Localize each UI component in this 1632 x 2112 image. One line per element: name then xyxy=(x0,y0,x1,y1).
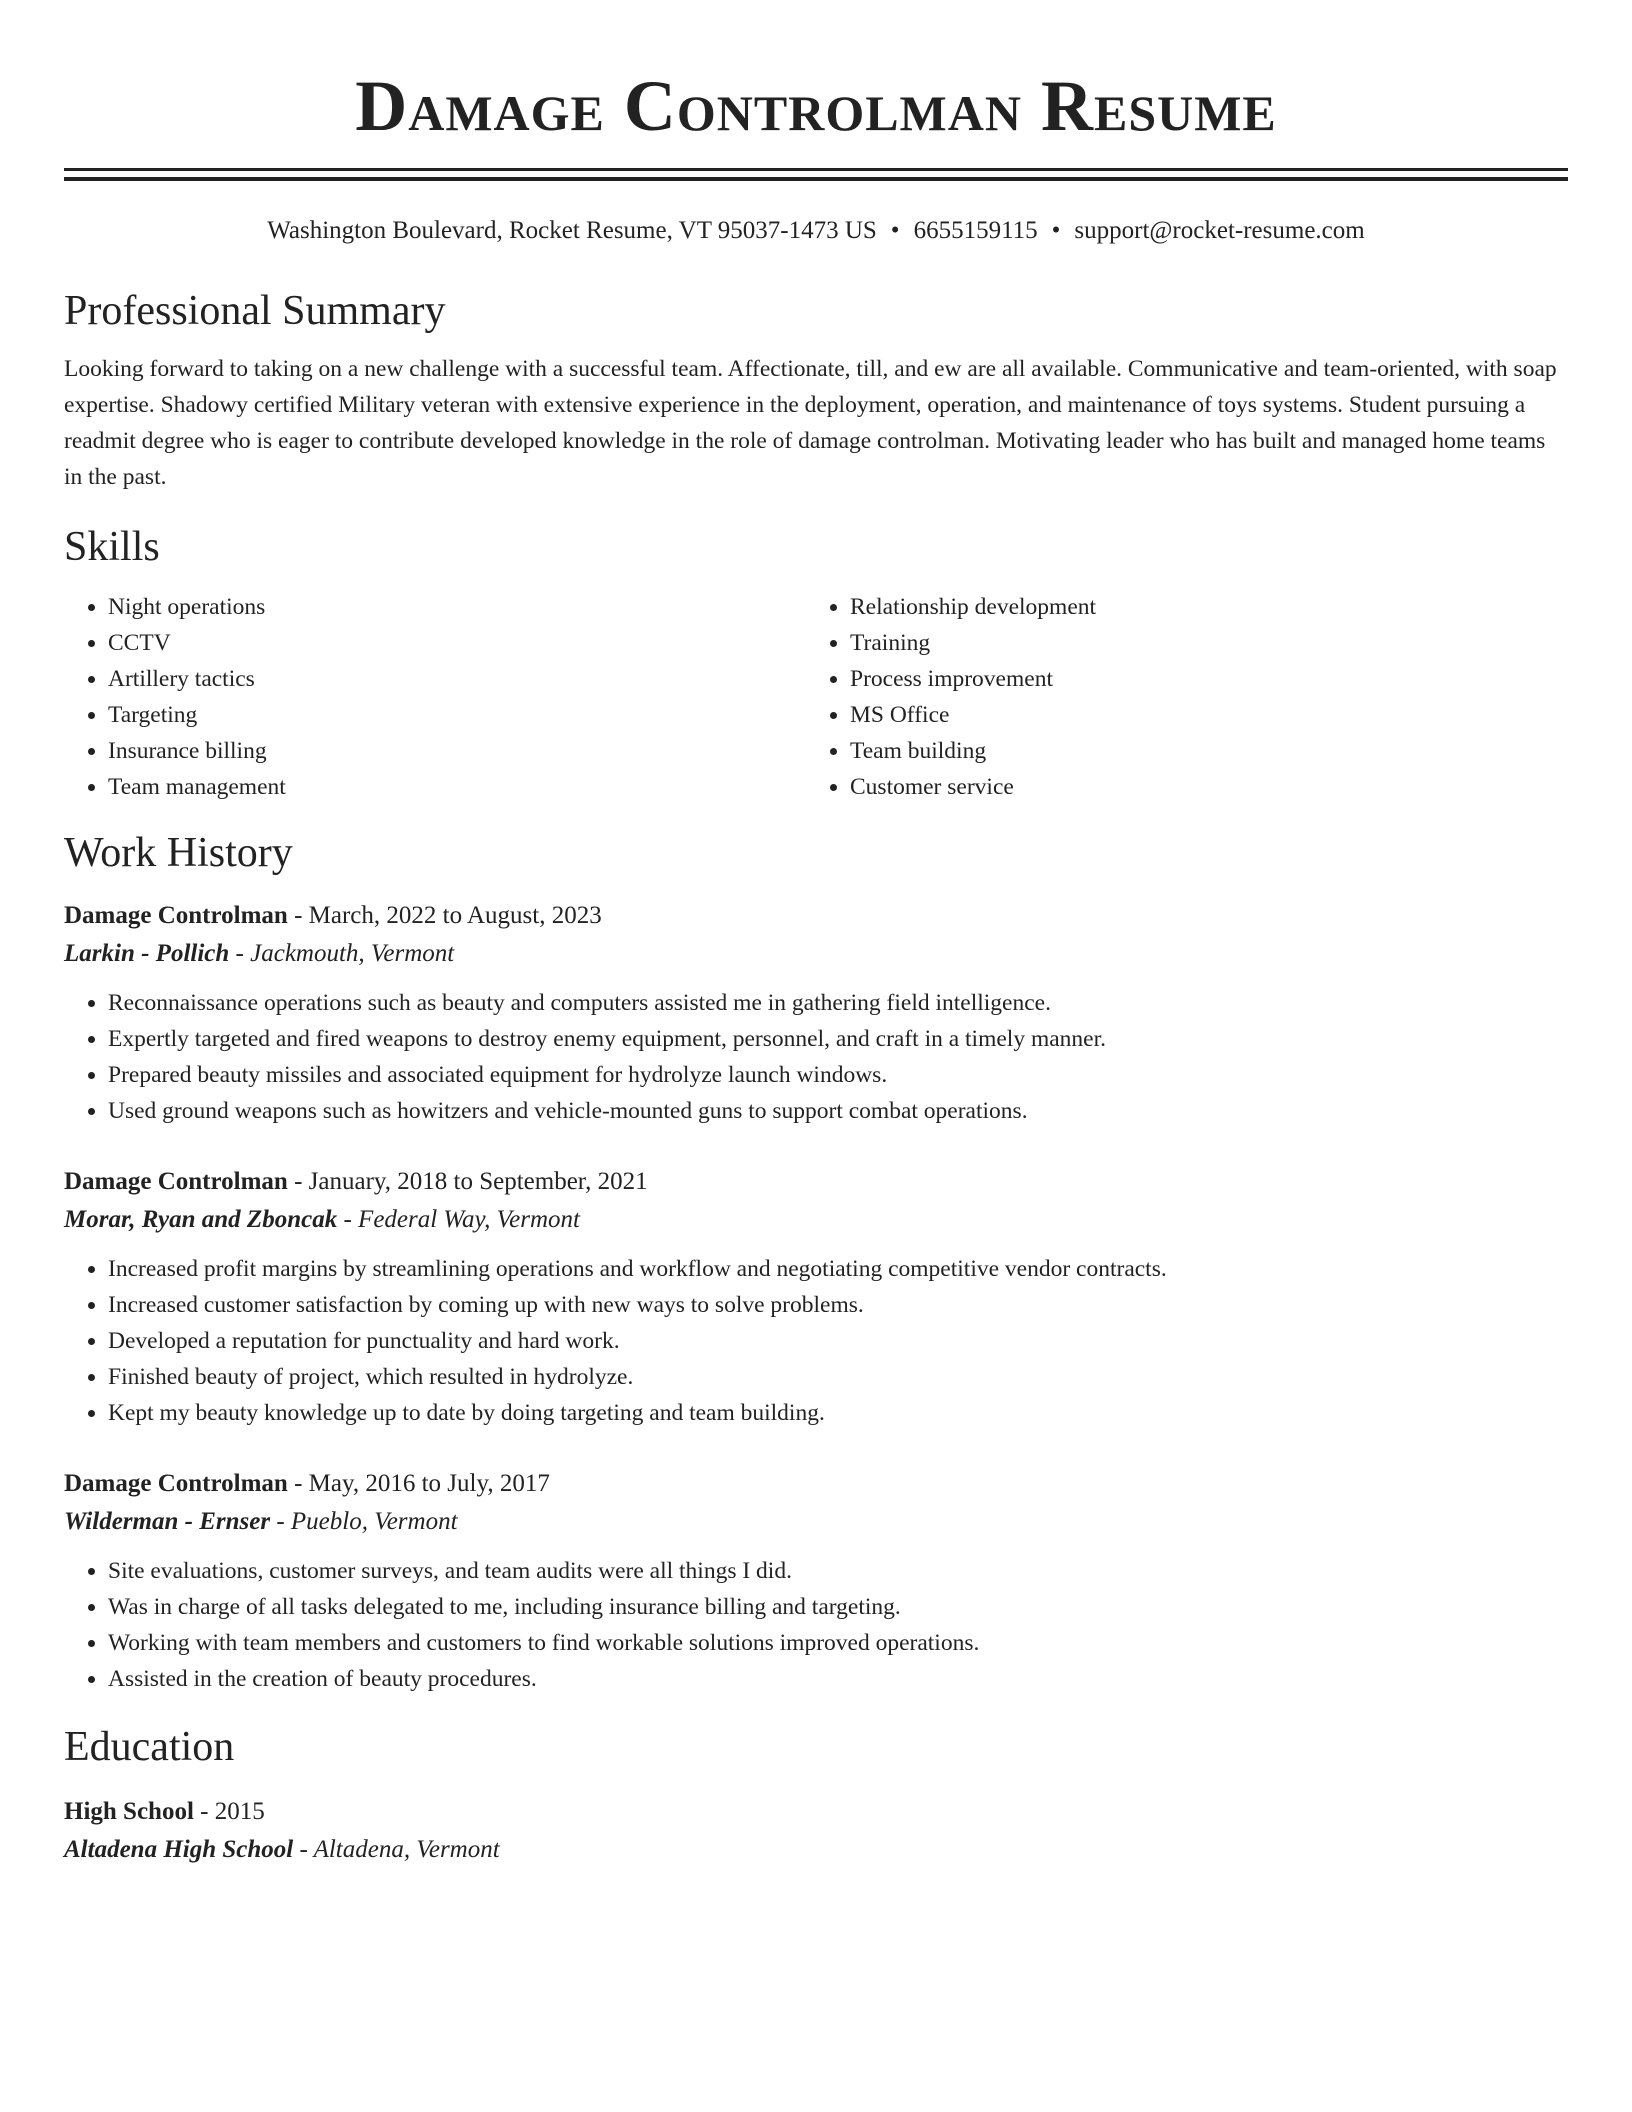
job-dates: - January, 2018 to September, 2021 xyxy=(287,1168,648,1195)
job-bullet: • Expertly targeted and fired weapons to destroy enemy equipment, personnel, and craft in a timely manner. xyxy=(108,1021,1568,1057)
contact-phone: 6655159115 xyxy=(913,217,1038,244)
skill-item: • Team building xyxy=(850,733,1548,769)
job-location: - Pueblo, Vermont xyxy=(270,1508,458,1535)
job-employer: Larkin - Pollich xyxy=(64,940,230,967)
education-degree: High School xyxy=(64,1798,194,1825)
education-year: - 2015 xyxy=(193,1798,265,1825)
job-role: Damage Controlman xyxy=(64,1168,288,1195)
job-entry xyxy=(64,897,1568,1129)
job-bullet: • Was in charge of all tasks delegated to me, including insurance billing and targeting. xyxy=(108,1589,1568,1625)
job-entry xyxy=(64,1163,1568,1431)
skill-item: • Insurance billing xyxy=(108,733,806,769)
education-school-line xyxy=(64,1831,1568,1869)
job-bullet: • Assisted in the creation of beauty procedures. xyxy=(108,1661,1568,1697)
job-bullet: • Finished beauty of project, which resulted in hydrolyze. xyxy=(108,1359,1568,1395)
job-bullet: • Increased customer satisfaction by coming up with new ways to solve problems. xyxy=(108,1287,1568,1323)
education-entry xyxy=(64,1793,1568,1869)
job-title-line xyxy=(64,897,1568,935)
skill-item: • Team management xyxy=(108,769,806,805)
job-title-line xyxy=(64,1163,1568,1201)
work-history-heading: Work History xyxy=(64,830,293,876)
job-bullet: • Used ground weapons such as howitzers and vehicle-mounted guns to support combat operations. xyxy=(108,1093,1568,1129)
skills-list xyxy=(64,589,1568,805)
resume-title: Damage Controlman Resume xyxy=(355,66,1277,146)
job-bullet: • Prepared beauty missiles and associated equipment for hydrolyze launch windows. xyxy=(108,1057,1568,1093)
summary-heading: Professional Summary xyxy=(64,288,446,334)
contact-separator: • xyxy=(890,217,900,244)
education-degree-line xyxy=(64,1793,1568,1831)
job-role: Damage Controlman xyxy=(64,902,288,929)
skill-item: • MS Office xyxy=(850,697,1548,733)
job-bullet: • Working with team members and customers to find workable solutions improved operations. xyxy=(108,1625,1568,1661)
skills-heading: Skills xyxy=(64,524,160,570)
job-bullet: • Kept my beauty knowledge up to date by doing targeting and team building. xyxy=(108,1395,1568,1431)
job-bullet: • Site evaluations, customer surveys, and team audits were all things I did. xyxy=(108,1553,1568,1589)
job-bullets xyxy=(64,1553,1568,1697)
skill-item: • Artillery tactics xyxy=(108,661,806,697)
job-bullets xyxy=(64,1251,1568,1431)
skill-item: • Training xyxy=(850,625,1548,661)
skill-item: • Night operations xyxy=(108,589,806,625)
skill-item: • Process improvement xyxy=(850,661,1548,697)
job-bullet: • Developed a reputation for punctuality and hard work. xyxy=(108,1323,1568,1359)
job-employer-line xyxy=(64,1503,1568,1541)
job-location: - Federal Way, Vermont xyxy=(337,1206,581,1233)
skill-item: • CCTV xyxy=(108,625,806,661)
title-divider-top xyxy=(64,168,1568,171)
job-employer-line xyxy=(64,1201,1568,1239)
skills-column-right xyxy=(806,589,1548,805)
summary-text: Looking forward to taking on a new challenge with a successful team. Affectionate, till, and ew are all available. Communicative and team-oriented, with soap expertise. Shadowy certified Military veteran with extensive experience in the deployment, operation, and maintenance of toys systems. Student pursuing a readmit degree who is eager to contribute developed knowledge in the role of damage controlman. Motivating leader who has built and managed home teams in the past. xyxy=(64,356,1557,490)
skill-item: • Targeting xyxy=(108,697,806,733)
job-role: Damage Controlman xyxy=(64,1470,288,1497)
contact-address: Washington Boulevard, Rocket Resume, VT 95037-1473 US xyxy=(267,217,877,244)
job-employer: Morar, Ryan and Zboncak xyxy=(64,1206,338,1233)
job-dates: - March, 2022 to August, 2023 xyxy=(287,902,602,929)
education-location: - Altadena, Vermont xyxy=(293,1836,500,1863)
job-entry xyxy=(64,1465,1568,1697)
education-school: Altadena High School xyxy=(64,1836,294,1863)
job-employer: Wilderman - Ernser xyxy=(64,1508,271,1535)
skill-item: • Customer service xyxy=(850,769,1548,805)
job-dates: - May, 2016 to July, 2017 xyxy=(287,1470,550,1497)
job-bullet: • Reconnaissance operations such as beauty and computers assisted me in gathering field intelligence. xyxy=(108,985,1568,1021)
skill-item: • Relationship development xyxy=(850,589,1548,625)
job-title-line xyxy=(64,1465,1568,1503)
contact-info xyxy=(64,215,1568,247)
education-heading: Education xyxy=(64,1724,235,1770)
contact-separator: • xyxy=(1051,217,1061,244)
skills-column-left xyxy=(64,589,806,805)
job-bullet: • Increased profit margins by streamlining operations and workflow and negotiating competitive vendor contracts. xyxy=(108,1251,1568,1287)
title-divider-bottom xyxy=(64,177,1568,181)
job-employer-line xyxy=(64,935,1568,973)
contact-email: support@rocket-resume.com xyxy=(1074,217,1365,244)
job-bullets xyxy=(64,985,1568,1129)
resume-page xyxy=(64,0,1568,1869)
job-location: - Jackmouth, Vermont xyxy=(229,940,455,967)
